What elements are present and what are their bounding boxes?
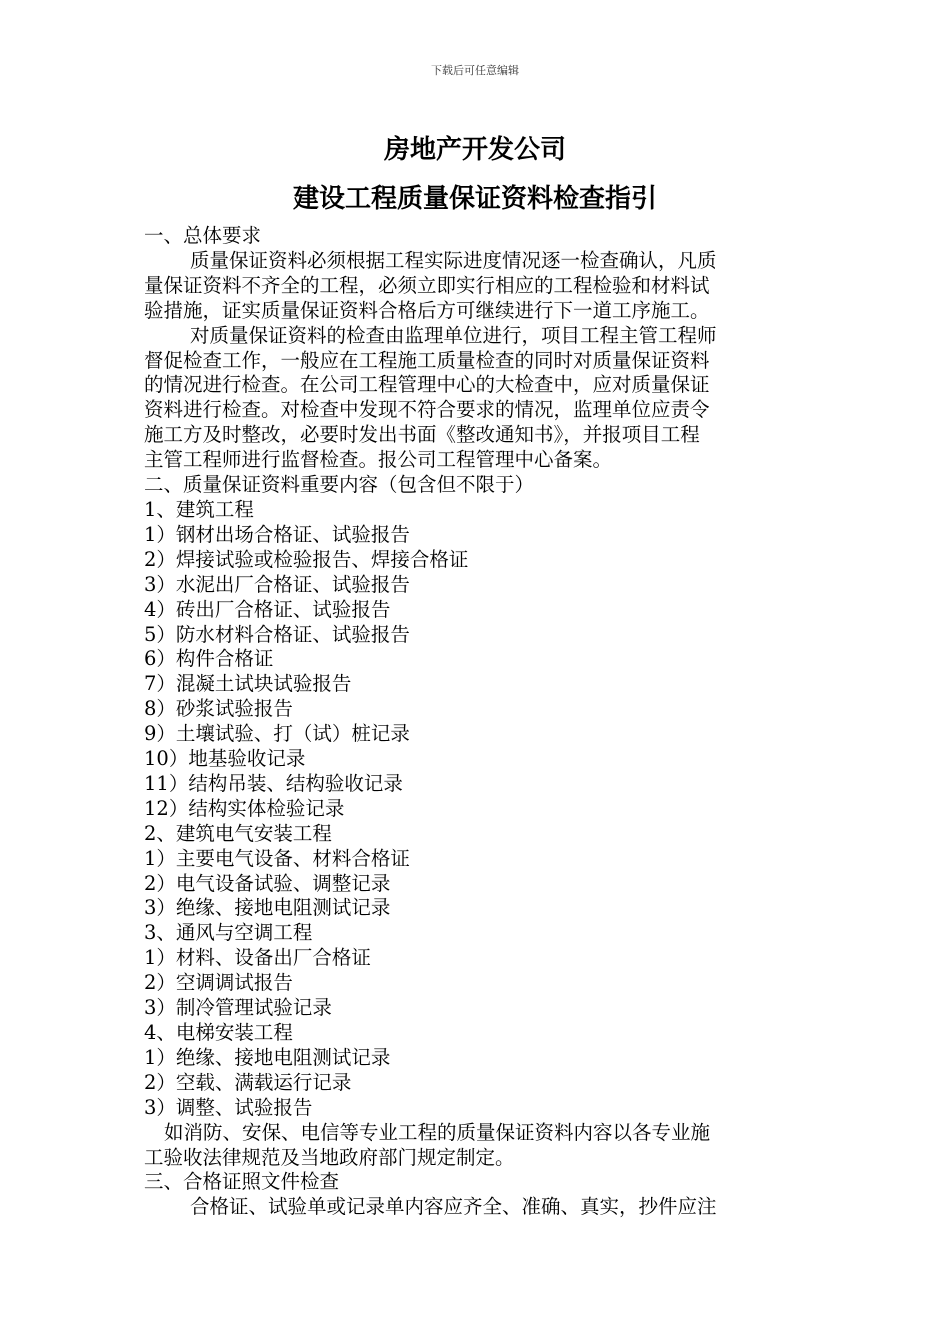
text-line: 11）结构吊装、结构验收记录	[144, 771, 403, 795]
text-line: 的情况进行检查。在公司工程管理中心的大检查中，应对质量保证	[144, 373, 710, 397]
text-line: 3）制冷管理试验记录	[144, 996, 332, 1020]
text-line: 督促检查工作，一般应在工程施工质量检查的同时对质量保证资料	[144, 348, 710, 372]
text-line: 1）钢材出场合格证、试验报告	[144, 522, 410, 546]
text-line: 工验收法律规范及当地政府部门规定制定。	[144, 1145, 515, 1169]
text-line: 3）绝缘、接地电阻测试记录	[144, 896, 391, 920]
text-line: 2）空载、满载运行记录	[144, 1070, 352, 1094]
text-line: 量保证资料不齐全的工程，必须立即实行相应的工程检验和材料试	[144, 273, 710, 297]
text-line: 3）水泥出厂合格证、试验报告	[144, 572, 410, 596]
text-line: 资料进行检查。对检查中发现不符合要求的情况，监理单位应责令	[144, 398, 710, 422]
text-line: 对质量保证资料的检查由监理单位进行，项目工程主管工程师	[190, 323, 717, 347]
text-line: 一、总体要求	[144, 224, 262, 247]
text-line: 8）砂浆试验报告	[144, 697, 293, 721]
text-line: 9）土壤试验、打（试）桩记录	[144, 722, 410, 746]
text-line: 施工方及时整改，必要时发出书面《整改通知书》，并报项目工程	[144, 423, 700, 447]
text-line: 3）调整、试验报告	[144, 1095, 313, 1119]
document-title: 建设工程质量保证资料检查指引	[292, 184, 657, 214]
text-line: 2、建筑电气安装工程	[144, 821, 332, 845]
text-line: 2）空调调试报告	[144, 971, 293, 995]
text-line: 1、建筑工程	[144, 497, 254, 521]
text-line: 二、质量保证资料重要内容（包含但不限于）	[144, 473, 535, 497]
text-line: 7）混凝土试块试验报告	[144, 672, 352, 696]
text-line: 如消防、安保、电信等专业工程的质量保证资料内容以各专业施	[164, 1120, 711, 1144]
text-line: 1）绝缘、接地电阻测试记录	[144, 1045, 391, 1069]
text-line: 验措施，证实质量保证资料合格后方可继续进行下一道工序施工。	[144, 298, 710, 322]
text-line: 合格证、试验单或记录单内容应齐全、准确、真实，抄件应注	[190, 1195, 717, 1219]
text-line: 主管工程师进行监督检查。报公司工程管理中心备案。	[144, 448, 613, 472]
text-line: 1）材料、设备出厂合格证	[144, 946, 371, 970]
text-line: 1）主要电气设备、材料合格证	[144, 846, 410, 870]
text-line: 2）焊接试验或检验报告、焊接合格证	[144, 547, 469, 571]
text-line: 三、合格证照文件检查	[144, 1170, 340, 1194]
text-line: 4）砖出厂合格证、试验报告	[144, 597, 391, 621]
text-line: 质量保证资料必须根据工程实际进度情况逐一检查确认，凡质	[190, 248, 717, 272]
text-line: 5）防水材料合格证、试验报告	[144, 622, 410, 646]
text-line: 12）结构实体检验记录	[144, 796, 345, 820]
text-line: 6）构件合格证	[144, 647, 274, 671]
document-body	[144, 224, 808, 1220]
text-line: 4、电梯安装工程	[144, 1021, 293, 1044]
company-title: 房地产开发公司	[383, 135, 566, 165]
text-line: 3、通风与空调工程	[144, 921, 313, 945]
text-line: 2）电气设备试验、调整记录	[144, 871, 391, 895]
text-line: 10）地基验收记录	[144, 747, 306, 771]
header-note: 下载后可任意编辑	[431, 64, 519, 77]
